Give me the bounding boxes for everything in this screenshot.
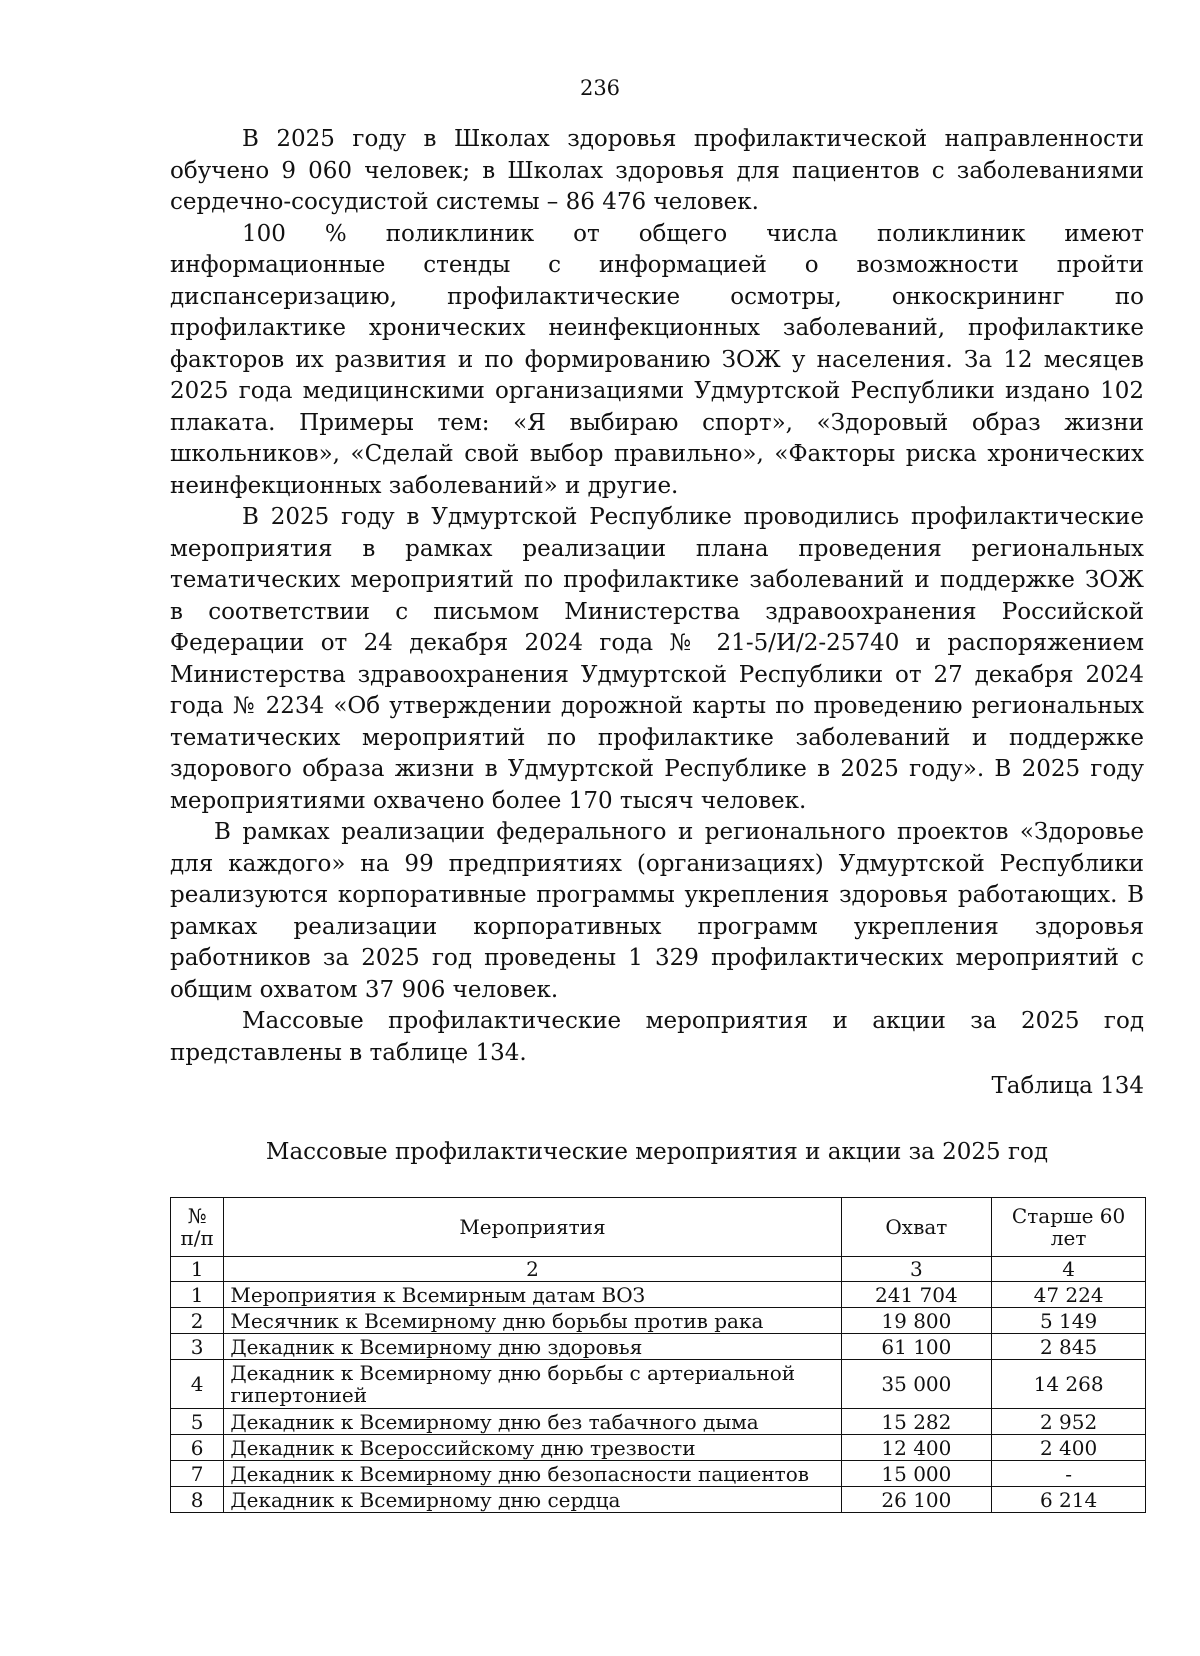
row-number: 4 (171, 1360, 224, 1409)
events-table (170, 1197, 1146, 1513)
row-number: 8 (171, 1487, 224, 1513)
row-over60: 5 149 (992, 1308, 1146, 1334)
table-row (171, 1360, 1146, 1409)
table-row (171, 1308, 1146, 1334)
body-text (170, 124, 1144, 1168)
row-number: 5 (171, 1409, 224, 1435)
row-over60: 2 952 (992, 1409, 1146, 1435)
table-row (171, 1334, 1146, 1360)
paragraph: В 2025 году в Удмуртской Республике проводились профилактические мероприятия в рамках реализации плана проведения региональных тематических мероприятий по профилактике заболеваний и поддержке ЗОЖ в соответствии с письмом Министерства здравоохранения Российской Федерации от 24 декабря 2024 года № 21-5/И/2-25740 и распоряжением Министерства здравоохранения Удмуртской Республики от 27 декабря 2024 года № 2234 «Об утверждении дорожной карты по проведению региональных тематических мероприятий по профилактике заболеваний и поддержке здорового образа жизни в Удмуртской Республике в 2025 году». В 2025 году мероприятиями охвачено более 170 тысяч человек. (170, 504, 1144, 814)
row-coverage: 19 800 (841, 1308, 992, 1334)
paragraph: 100 % поликлиник от общего числа поликлиник имеют информационные стенды с информацией о возможности пройти диспансеризацию, профилактические осмотры, онкоскрининг по профилактике хронических неинфекционных заболеваний, профилактике факторов их развития и по формированию ЗОЖ у населения. За 12 месяцев 2025 года медицинскими организациями Удмуртской Республики издано 102 плаката. Примеры тем: «Я выбираю спорт», «Здоровый образ жизни школьников», «Сделай свой выбор правильно», «Факторы риска хронических неинфекционных заболеваний» и другие. (170, 220, 1144, 499)
row-coverage: 35 000 (841, 1360, 992, 1409)
row-over60: 2 400 (992, 1435, 1146, 1461)
row-coverage: 26 100 (841, 1487, 992, 1513)
page-number: 236 (579, 76, 621, 100)
paragraph: Массовые профилактические мероприятия и акции за 2025 год представлены в таблице 134. (170, 1008, 1144, 1066)
row-coverage: 241 704 (841, 1282, 992, 1308)
table-row (171, 1435, 1146, 1461)
row-event: Месячник к Всемирному дню борьбы против рака (224, 1308, 841, 1334)
row-over60: - (992, 1461, 1146, 1487)
row-event: Декадник к Всемирному дню сердца (224, 1487, 841, 1513)
column-number: 3 (841, 1257, 992, 1282)
header-coverage: Охват (841, 1198, 992, 1257)
row-coverage: 12 400 (841, 1435, 992, 1461)
row-coverage: 15 000 (841, 1461, 992, 1487)
table-label: Таблица 134 (991, 1073, 1144, 1099)
row-event: Мероприятия к Всемирным датам ВОЗ (224, 1282, 841, 1308)
header-event: Мероприятия (224, 1198, 841, 1257)
row-event: Декадник к Всемирному дню борьбы с артериальной гипертонией (224, 1360, 841, 1409)
table-row (171, 1487, 1146, 1513)
row-over60: 14 268 (992, 1360, 1146, 1409)
paragraph: В 2025 году в Школах здоровья профилактической направленности обучено 9 060 человек; в Школах здоровья для пациентов с заболеваниями сердечно-сосудистой системы – 86 476 человек. (170, 126, 1144, 215)
paragraph: В рамках реализации федерального и регионального проектов «Здоровье для каждого» на 99 предприятиях (организациях) Удмуртской Республики реализуются корпоративные программы укрепления здоровья работающих. В рамках реализации корпоративных программ укрепления здоровья работников за 2025 год проведены 1 329 профилактических мероприятий с общим охватом 37 906 человек. (170, 819, 1144, 1003)
row-number: 3 (171, 1334, 224, 1360)
row-number: 7 (171, 1461, 224, 1487)
row-over60: 47 224 (992, 1282, 1146, 1308)
table-title: Массовые профилактические мероприятия и акции за 2025 год (265, 1138, 1049, 1165)
row-number: 1 (171, 1282, 224, 1308)
row-number: 2 (171, 1308, 224, 1334)
row-over60: 6 214 (992, 1487, 1146, 1513)
table-header-row (171, 1198, 1146, 1257)
column-number: 1 (171, 1257, 224, 1282)
row-coverage: 61 100 (841, 1334, 992, 1360)
column-number: 4 (992, 1257, 1146, 1282)
row-over60: 2 845 (992, 1334, 1146, 1360)
row-number: 6 (171, 1435, 224, 1461)
header-number: № п/п (171, 1198, 224, 1257)
table-row (171, 1409, 1146, 1435)
column-number-row (171, 1257, 1146, 1282)
row-event: Декадник к Всемирному дню безопасности пациентов (224, 1461, 841, 1487)
row-event: Декадник к Всероссийскому дню трезвости (224, 1435, 841, 1461)
header-over60: Старше 60 лет (992, 1198, 1146, 1257)
table-row (171, 1282, 1146, 1308)
column-number: 2 (224, 1257, 841, 1282)
table-row (171, 1461, 1146, 1487)
row-event: Декадник к Всемирному дню здоровья (224, 1334, 841, 1360)
row-coverage: 15 282 (841, 1409, 992, 1435)
row-event: Декадник к Всемирному дню без табачного дыма (224, 1409, 841, 1435)
